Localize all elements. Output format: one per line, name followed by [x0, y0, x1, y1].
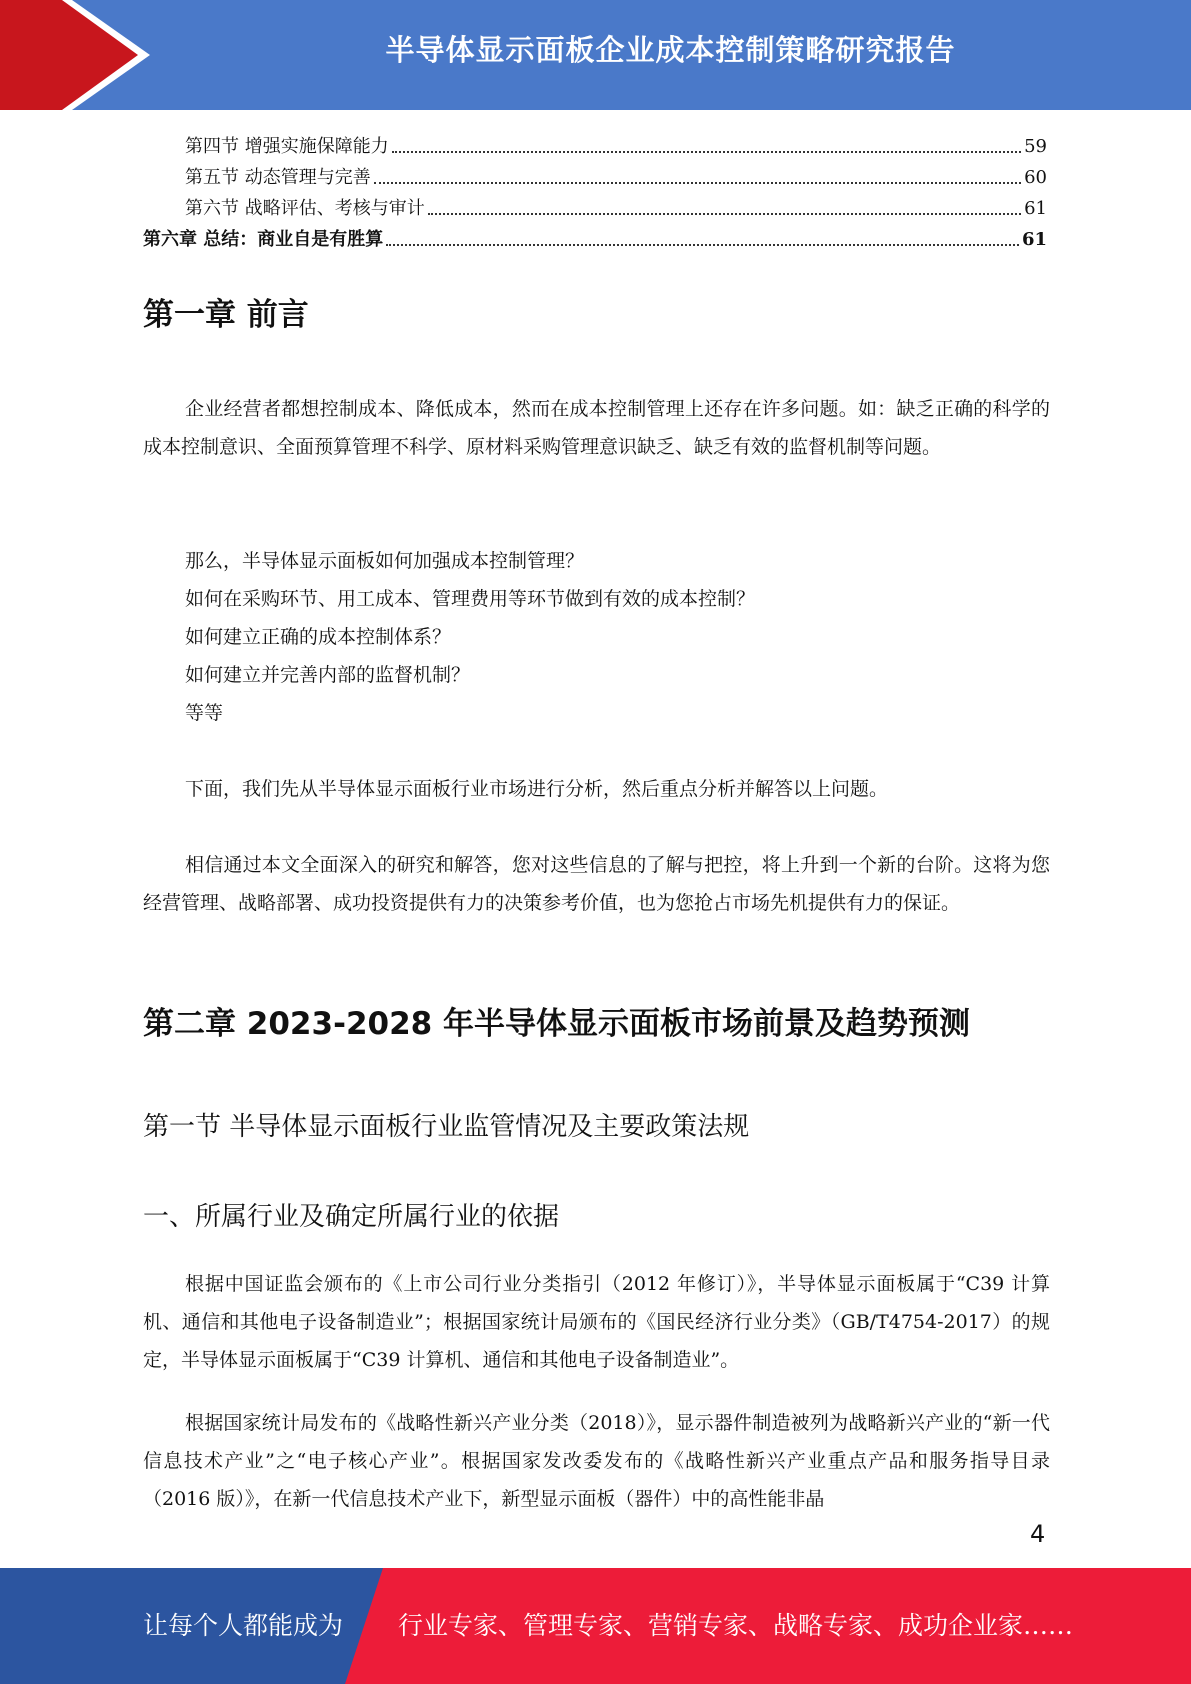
question-line: 如何建立正确的成本控制体系？	[185, 626, 452, 648]
header-chevron-icon	[0, 0, 140, 110]
section-heading: 第一节 半导体显示面板行业监管情况及主要政策法规	[143, 1112, 750, 1142]
toc-entry-page: 61	[1024, 198, 1047, 219]
toc-entry-page: 59	[1024, 136, 1047, 157]
toc-entry-page: 61	[1021, 229, 1047, 250]
toc-entry-label: 第五节 动态管理与完善	[185, 167, 371, 188]
industry-classification-paragraph: 根据中国证监会颁布的《上市公司行业分类指引（2012 年修订）》，半导体显示面板属于“C39 计算机、通信和其他电子设备制造业”；根据国家统计局颁布的《国民经济行业分类》（GB/T4754-2017）的规定，半导体显示面板属于“C39 计算机、通信和其他电子设备制造业”。	[143, 1273, 1050, 1371]
intro-paragraph: 企业经营者都想控制成本、降低成本，然而在成本控制管理上还存在许多问题。如：缺乏正确的科学的成本控制意识、全面预算管理不科学、原材料采购管理意识缺乏、缺乏有效的监督机制等问题。	[143, 398, 1050, 458]
chapter-heading: 第二章 2023-2028 年半导体显示面板市场前景及趋势预测	[143, 1006, 971, 1042]
chapter-heading: 第一章 前言	[143, 297, 309, 333]
toc-entry[interactable]	[185, 190, 1047, 220]
header-banner	[0, 0, 1191, 110]
question-line: 那么，半导体显示面板如何加强成本控制管理？	[185, 550, 585, 572]
footer-slogan-right: 行业专家、管理专家、营销专家、战略专家、成功企业家……	[398, 1611, 1074, 1640]
analysis-paragraph: 下面，我们先从半导体显示面板行业市场进行分析，然后重点分析并解答以上问题。	[185, 778, 889, 800]
question-line: 如何建立并完善内部的监督机制？	[185, 664, 471, 686]
toc-entry-label: 第四节 增强实施保障能力	[185, 136, 389, 157]
strategic-industry-paragraph: 根据国家统计局发布的《战略性新兴产业分类（2018）》，显示器件制造被列为战略新兴产业的“新一代信息技术产业”之“电子核心产业”。根据国家发改委发布的《战略性新兴产业重点产品和服务指导目录（2016 版）》，在新一代信息技术产业下，新型显示面板（器件）中的高性能非晶	[143, 1412, 1050, 1510]
toc-entry[interactable]	[185, 128, 1047, 158]
toc-leader-dots	[374, 182, 1021, 184]
toc-entry-label: 第六节 战略评估、考核与审计	[185, 198, 425, 219]
toc-leader-dots	[428, 213, 1021, 215]
page-number: 4	[1030, 1520, 1046, 1548]
toc-leader-dots	[386, 244, 1019, 246]
toc-entry-page: 60	[1024, 167, 1047, 188]
value-paragraph: 相信通过本文全面深入的研究和解答，您对这些信息的了解与把控，将上升到一个新的台阶。这将为您经营管理、战略部署、成功投资提供有力的决策参考价值，也为您抢占市场先机提供有力的保证。	[143, 854, 1050, 914]
toc-entry-label: 第六章 总结：商业自是有胜算	[143, 229, 384, 250]
question-line: 如何在采购环节、用工成本、管理费用等环节做到有效的成本控制？	[185, 588, 756, 610]
footer-banner	[0, 1568, 1191, 1684]
toc-chapter-entry[interactable]	[143, 221, 1047, 251]
subsection-heading: 一、所属行业及确定所属行业的依据	[143, 1202, 560, 1232]
toc-leader-dots	[392, 151, 1021, 153]
report-title: 半导体显示面板企业成本控制策略研究报告	[385, 33, 956, 67]
footer-slogan-left: 让每个人都能成为	[143, 1611, 344, 1640]
toc-entry[interactable]	[185, 159, 1047, 189]
question-line: 等等	[185, 702, 224, 724]
